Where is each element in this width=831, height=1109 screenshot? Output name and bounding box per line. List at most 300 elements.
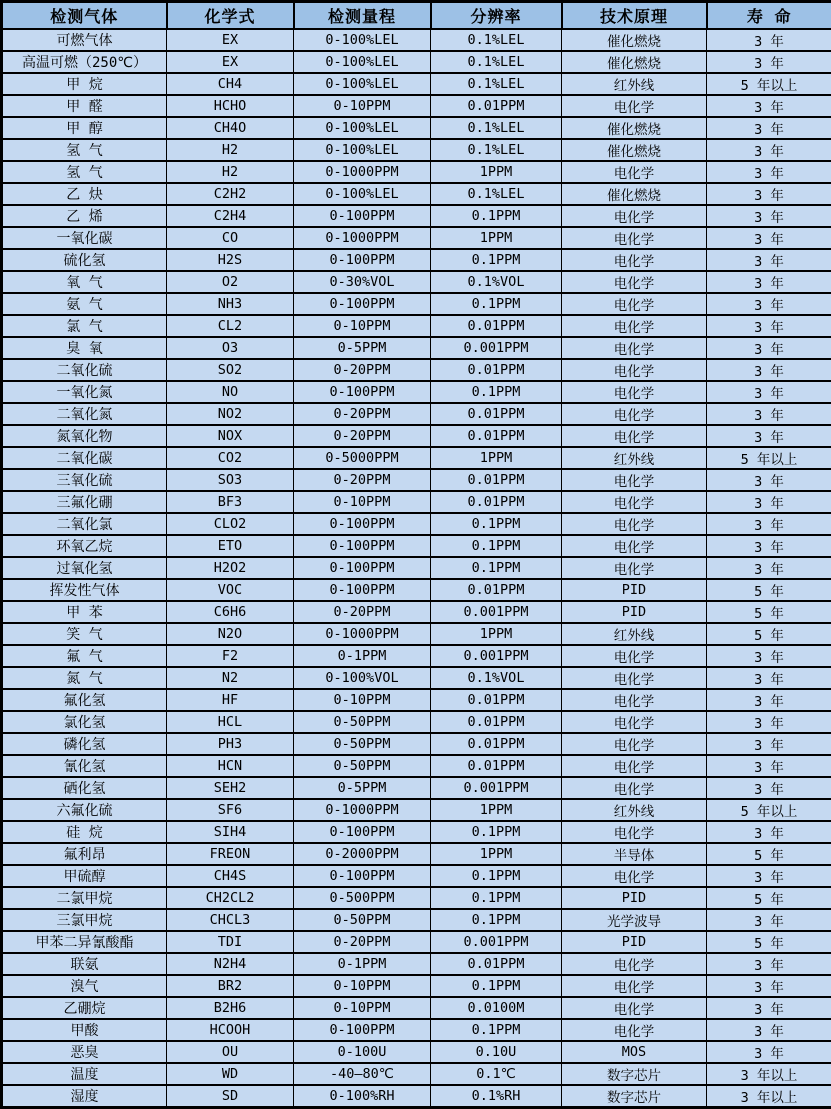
gas-name-cell: 高温可燃（250℃）: [2, 51, 167, 73]
gas-name-cell: 六氟化硫: [2, 799, 167, 821]
lifespan-cell: 5 年: [707, 843, 831, 865]
range-cell: 0-100PPM: [294, 579, 431, 601]
principle-cell: 电化学: [562, 227, 707, 249]
lifespan-cell: 3 年: [707, 909, 831, 931]
principle-cell: 电化学: [562, 755, 707, 777]
gas-name-cell: 二氧化碳: [2, 447, 167, 469]
gas-name-cell: 二氧化硫: [2, 359, 167, 381]
resolution-cell: 0.1PPM: [431, 887, 562, 909]
formula-cell: CH4S: [167, 865, 294, 887]
principle-cell: PID: [562, 579, 707, 601]
lifespan-cell: 3 年: [707, 953, 831, 975]
range-cell: 0-20PPM: [294, 425, 431, 447]
header-lifespan-cell: 寿 命: [707, 2, 831, 30]
formula-cell: O2: [167, 271, 294, 293]
formula-cell: SF6: [167, 799, 294, 821]
table-row: [2, 359, 831, 381]
table-row: [2, 227, 831, 249]
lifespan-cell: 3 年: [707, 777, 831, 799]
range-cell: 0-100%LEL: [294, 29, 431, 51]
range-cell: -40—80℃: [294, 1063, 431, 1085]
table-row: [2, 843, 831, 865]
resolution-cell: 0.001PPM: [431, 645, 562, 667]
table-body: [2, 29, 831, 1108]
lifespan-cell: 3 年: [707, 337, 831, 359]
principle-cell: 电化学: [562, 337, 707, 359]
gas-name-cell: 氟利昂: [2, 843, 167, 865]
range-cell: 0-10PPM: [294, 689, 431, 711]
gas-name-cell: 一氧化氮: [2, 381, 167, 403]
resolution-cell: 0.1PPM: [431, 1019, 562, 1041]
formula-cell: NO: [167, 381, 294, 403]
resolution-cell: 1PPM: [431, 799, 562, 821]
range-cell: 0-100PPM: [294, 205, 431, 227]
principle-cell: 电化学: [562, 777, 707, 799]
table-row: [2, 997, 831, 1019]
formula-cell: CLO2: [167, 513, 294, 535]
lifespan-cell: 3 年: [707, 29, 831, 51]
range-cell: 0-5000PPM: [294, 447, 431, 469]
gas-name-cell: 三氯甲烷: [2, 909, 167, 931]
resolution-cell: 0.1%RH: [431, 1085, 562, 1108]
formula-cell: WD: [167, 1063, 294, 1085]
header-gas-name-cell: 检测气体: [2, 2, 167, 30]
lifespan-cell: 3 年: [707, 667, 831, 689]
resolution-cell: 0.1%VOL: [431, 667, 562, 689]
principle-cell: 红外线: [562, 799, 707, 821]
formula-cell: NO2: [167, 403, 294, 425]
range-cell: 0-1PPM: [294, 645, 431, 667]
principle-cell: 电化学: [562, 953, 707, 975]
table-row: [2, 865, 831, 887]
formula-cell: C6H6: [167, 601, 294, 623]
formula-cell: H2: [167, 161, 294, 183]
gas-name-cell: 乙硼烷: [2, 997, 167, 1019]
resolution-cell: 0.01PPM: [431, 711, 562, 733]
formula-cell: B2H6: [167, 997, 294, 1019]
gas-name-cell: 湿度: [2, 1085, 167, 1108]
formula-cell: ETO: [167, 535, 294, 557]
principle-cell: PID: [562, 887, 707, 909]
resolution-cell: 0.001PPM: [431, 601, 562, 623]
header-resolution-cell: 分辨率: [431, 2, 562, 30]
resolution-cell: 0.1PPM: [431, 381, 562, 403]
gas-name-cell: 氰化氢: [2, 755, 167, 777]
gas-name-cell: 乙 炔: [2, 183, 167, 205]
lifespan-cell: 3 年: [707, 645, 831, 667]
principle-cell: 红外线: [562, 73, 707, 95]
principle-cell: 电化学: [562, 535, 707, 557]
lifespan-cell: 5 年: [707, 579, 831, 601]
gas-name-cell: 恶臭: [2, 1041, 167, 1063]
table-row: [2, 557, 831, 579]
gas-name-cell: 氟 气: [2, 645, 167, 667]
resolution-cell: 0.01PPM: [431, 425, 562, 447]
principle-cell: 电化学: [562, 491, 707, 513]
lifespan-cell: 5 年: [707, 601, 831, 623]
principle-cell: 电化学: [562, 975, 707, 997]
principle-cell: 电化学: [562, 271, 707, 293]
lifespan-cell: 3 年: [707, 161, 831, 183]
principle-cell: 电化学: [562, 161, 707, 183]
gas-name-cell: 甲 烷: [2, 73, 167, 95]
lifespan-cell: 3 年: [707, 117, 831, 139]
principle-cell: 电化学: [562, 711, 707, 733]
lifespan-cell: 5 年以上: [707, 799, 831, 821]
principle-cell: 电化学: [562, 469, 707, 491]
resolution-cell: 0.1PPM: [431, 249, 562, 271]
table-row: [2, 161, 831, 183]
table-row: [2, 183, 831, 205]
table-row: [2, 293, 831, 315]
lifespan-cell: 3 年: [707, 425, 831, 447]
lifespan-cell: 3 年: [707, 1041, 831, 1063]
range-cell: 0-100%RH: [294, 1085, 431, 1108]
formula-cell: CH2CL2: [167, 887, 294, 909]
range-cell: 0-10PPM: [294, 315, 431, 337]
gas-name-cell: 乙 烯: [2, 205, 167, 227]
table-row: [2, 535, 831, 557]
formula-cell: CL2: [167, 315, 294, 337]
range-cell: 0-1000PPM: [294, 799, 431, 821]
lifespan-cell: 5 年以上: [707, 73, 831, 95]
principle-cell: 催化燃烧: [562, 183, 707, 205]
resolution-cell: 0.1%LEL: [431, 117, 562, 139]
formula-cell: CO: [167, 227, 294, 249]
formula-cell: H2S: [167, 249, 294, 271]
formula-cell: HF: [167, 689, 294, 711]
table-row: [2, 645, 831, 667]
range-cell: 0-100PPM: [294, 557, 431, 579]
table-row: [2, 931, 831, 953]
lifespan-cell: 3 年: [707, 403, 831, 425]
gas-name-cell: 氮 气: [2, 667, 167, 689]
formula-cell: SD: [167, 1085, 294, 1108]
gas-name-cell: 可燃气体: [2, 29, 167, 51]
gas-name-cell: 过氧化氢: [2, 557, 167, 579]
lifespan-cell: 3 年以上: [707, 1063, 831, 1085]
table-row: [2, 271, 831, 293]
table-row: [2, 205, 831, 227]
header-formula-cell: 化学式: [167, 2, 294, 30]
gas-name-cell: 硅 烷: [2, 821, 167, 843]
lifespan-cell: 3 年: [707, 249, 831, 271]
range-cell: 0-100%VOL: [294, 667, 431, 689]
principle-cell: 电化学: [562, 249, 707, 271]
formula-cell: TDI: [167, 931, 294, 953]
lifespan-cell: 3 年: [707, 711, 831, 733]
range-cell: 0-100%LEL: [294, 73, 431, 95]
resolution-cell: 1PPM: [431, 623, 562, 645]
principle-cell: 电化学: [562, 1019, 707, 1041]
principle-cell: 催化燃烧: [562, 29, 707, 51]
formula-cell: BF3: [167, 491, 294, 513]
resolution-cell: 0.01PPM: [431, 403, 562, 425]
principle-cell: 电化学: [562, 425, 707, 447]
principle-cell: 电化学: [562, 315, 707, 337]
lifespan-cell: 3 年: [707, 139, 831, 161]
resolution-cell: 1PPM: [431, 161, 562, 183]
principle-cell: 电化学: [562, 667, 707, 689]
gas-name-cell: 二氧化氯: [2, 513, 167, 535]
table-row: [2, 799, 831, 821]
formula-cell: OU: [167, 1041, 294, 1063]
table-row: [2, 1085, 831, 1108]
gas-name-cell: 挥发性气体: [2, 579, 167, 601]
range-cell: 0-5PPM: [294, 777, 431, 799]
formula-cell: SO2: [167, 359, 294, 381]
principle-cell: 红外线: [562, 447, 707, 469]
gas-name-cell: 氧 气: [2, 271, 167, 293]
range-cell: 0-100%LEL: [294, 51, 431, 73]
principle-cell: 电化学: [562, 381, 707, 403]
principle-cell: 催化燃烧: [562, 51, 707, 73]
table-row: [2, 337, 831, 359]
formula-cell: SEH2: [167, 777, 294, 799]
table-row: [2, 623, 831, 645]
gas-name-cell: 硒化氢: [2, 777, 167, 799]
resolution-cell: 0.1PPM: [431, 909, 562, 931]
gas-name-cell: 甲 醛: [2, 95, 167, 117]
range-cell: 0-1000PPM: [294, 161, 431, 183]
lifespan-cell: 3 年: [707, 535, 831, 557]
principle-cell: 电化学: [562, 557, 707, 579]
lifespan-cell: 3 年: [707, 975, 831, 997]
lifespan-cell: 3 年: [707, 865, 831, 887]
gas-name-cell: 二氧化氮: [2, 403, 167, 425]
resolution-cell: 0.10U: [431, 1041, 562, 1063]
range-cell: 0-1000PPM: [294, 623, 431, 645]
formula-cell: NOX: [167, 425, 294, 447]
resolution-cell: 0.1%LEL: [431, 139, 562, 161]
lifespan-cell: 3 年: [707, 205, 831, 227]
table-row: [2, 689, 831, 711]
range-cell: 0-50PPM: [294, 733, 431, 755]
gas-name-cell: 溴气: [2, 975, 167, 997]
gas-name-cell: 磷化氢: [2, 733, 167, 755]
lifespan-cell: 3 年以上: [707, 1085, 831, 1108]
range-cell: 0-100PPM: [294, 249, 431, 271]
resolution-cell: 0.001PPM: [431, 337, 562, 359]
gas-name-cell: 一氧化碳: [2, 227, 167, 249]
gas-name-cell: 甲苯二异氰酸酯: [2, 931, 167, 953]
range-cell: 0-20PPM: [294, 359, 431, 381]
principle-cell: 电化学: [562, 403, 707, 425]
resolution-cell: 0.1PPM: [431, 535, 562, 557]
range-cell: 0-100%LEL: [294, 139, 431, 161]
lifespan-cell: 3 年: [707, 271, 831, 293]
lifespan-cell: 3 年: [707, 51, 831, 73]
principle-cell: 电化学: [562, 733, 707, 755]
lifespan-cell: 3 年: [707, 513, 831, 535]
resolution-cell: 0.1%LEL: [431, 51, 562, 73]
lifespan-cell: 3 年: [707, 491, 831, 513]
table-row: [2, 887, 831, 909]
principle-cell: 电化学: [562, 645, 707, 667]
range-cell: 0-100%LEL: [294, 117, 431, 139]
gas-name-cell: 温度: [2, 1063, 167, 1085]
formula-cell: HCHO: [167, 95, 294, 117]
range-cell: 0-30%VOL: [294, 271, 431, 293]
range-cell: 0-100PPM: [294, 821, 431, 843]
formula-cell: C2H4: [167, 205, 294, 227]
lifespan-cell: 3 年: [707, 1019, 831, 1041]
formula-cell: SIH4: [167, 821, 294, 843]
gas-name-cell: 甲 苯: [2, 601, 167, 623]
principle-cell: MOS: [562, 1041, 707, 1063]
gas-name-cell: 氢 气: [2, 139, 167, 161]
table-row: [2, 601, 831, 623]
table-row: [2, 755, 831, 777]
formula-cell: NH3: [167, 293, 294, 315]
range-cell: 0-500PPM: [294, 887, 431, 909]
lifespan-cell: 3 年: [707, 95, 831, 117]
lifespan-cell: 3 年: [707, 315, 831, 337]
gas-name-cell: 甲 醇: [2, 117, 167, 139]
table-row: [2, 667, 831, 689]
resolution-cell: 0.01PPM: [431, 315, 562, 337]
table-row: [2, 315, 831, 337]
resolution-cell: 0.01PPM: [431, 491, 562, 513]
header-range-cell: 检测量程: [294, 2, 431, 30]
gas-name-cell: 臭 氧: [2, 337, 167, 359]
range-cell: 0-10PPM: [294, 491, 431, 513]
lifespan-cell: 3 年: [707, 227, 831, 249]
formula-cell: N2H4: [167, 953, 294, 975]
resolution-cell: 0.01PPM: [431, 579, 562, 601]
gas-name-cell: 笑 气: [2, 623, 167, 645]
table-row: [2, 139, 831, 161]
resolution-cell: 0.1%LEL: [431, 29, 562, 51]
formula-cell: F2: [167, 645, 294, 667]
gas-name-cell: 甲酸: [2, 1019, 167, 1041]
table-row: [2, 975, 831, 997]
gas-name-cell: 联氨: [2, 953, 167, 975]
gas-name-cell: 氟化氢: [2, 689, 167, 711]
resolution-cell: 0.1PPM: [431, 821, 562, 843]
resolution-cell: 0.1PPM: [431, 205, 562, 227]
principle-cell: 电化学: [562, 95, 707, 117]
formula-cell: FREON: [167, 843, 294, 865]
principle-cell: 催化燃烧: [562, 117, 707, 139]
table-row: [2, 821, 831, 843]
principle-cell: 光学波导: [562, 909, 707, 931]
principle-cell: 电化学: [562, 205, 707, 227]
formula-cell: CO2: [167, 447, 294, 469]
resolution-cell: 0.1PPM: [431, 293, 562, 315]
formula-cell: N2O: [167, 623, 294, 645]
resolution-cell: 0.01PPM: [431, 755, 562, 777]
lifespan-cell: 3 年: [707, 183, 831, 205]
lifespan-cell: 3 年: [707, 755, 831, 777]
table-row: [2, 513, 831, 535]
table-row: [2, 249, 831, 271]
resolution-cell: 0.0100M: [431, 997, 562, 1019]
table-row: [2, 73, 831, 95]
range-cell: 0-20PPM: [294, 931, 431, 953]
principle-cell: PID: [562, 601, 707, 623]
table-row: [2, 29, 831, 51]
gas-name-cell: 氢 气: [2, 161, 167, 183]
principle-cell: 电化学: [562, 821, 707, 843]
gas-name-cell: 甲硫醇: [2, 865, 167, 887]
header-row: [2, 2, 831, 30]
resolution-cell: 0.01PPM: [431, 733, 562, 755]
table-row: [2, 491, 831, 513]
principle-cell: 电化学: [562, 689, 707, 711]
resolution-cell: 0.1PPM: [431, 975, 562, 997]
table-row: [2, 733, 831, 755]
range-cell: 0-1PPM: [294, 953, 431, 975]
range-cell: 0-10PPM: [294, 95, 431, 117]
principle-cell: 电化学: [562, 865, 707, 887]
table-row: [2, 1063, 831, 1085]
formula-cell: BR2: [167, 975, 294, 997]
range-cell: 0-100PPM: [294, 1019, 431, 1041]
formula-cell: O3: [167, 337, 294, 359]
formula-cell: N2: [167, 667, 294, 689]
range-cell: 0-100%LEL: [294, 183, 431, 205]
formula-cell: HCL: [167, 711, 294, 733]
table-row: [2, 447, 831, 469]
table-row: [2, 117, 831, 139]
range-cell: 0-100PPM: [294, 535, 431, 557]
range-cell: 0-10PPM: [294, 975, 431, 997]
resolution-cell: 0.001PPM: [431, 777, 562, 799]
formula-cell: H2: [167, 139, 294, 161]
resolution-cell: 0.01PPM: [431, 95, 562, 117]
range-cell: 0-50PPM: [294, 711, 431, 733]
lifespan-cell: 3 年: [707, 689, 831, 711]
formula-cell: PH3: [167, 733, 294, 755]
range-cell: 0-50PPM: [294, 755, 431, 777]
range-cell: 0-100PPM: [294, 381, 431, 403]
resolution-cell: 0.1%LEL: [431, 183, 562, 205]
gas-name-cell: 氮氧化物: [2, 425, 167, 447]
resolution-cell: 1PPM: [431, 843, 562, 865]
formula-cell: C2H2: [167, 183, 294, 205]
principle-cell: 数字芯片: [562, 1063, 707, 1085]
resolution-cell: 0.1PPM: [431, 513, 562, 535]
resolution-cell: 0.1PPM: [431, 865, 562, 887]
resolution-cell: 0.1%VOL: [431, 271, 562, 293]
lifespan-cell: 3 年: [707, 293, 831, 315]
range-cell: 0-20PPM: [294, 469, 431, 491]
range-cell: 0-20PPM: [294, 601, 431, 623]
range-cell: 0-50PPM: [294, 909, 431, 931]
lifespan-cell: 5 年以上: [707, 447, 831, 469]
range-cell: 0-1000PPM: [294, 227, 431, 249]
lifespan-cell: 3 年: [707, 997, 831, 1019]
range-cell: 0-20PPM: [294, 403, 431, 425]
table-row: [2, 381, 831, 403]
principle-cell: 数字芯片: [562, 1085, 707, 1108]
gas-name-cell: 氨 气: [2, 293, 167, 315]
formula-cell: HCN: [167, 755, 294, 777]
principle-cell: PID: [562, 931, 707, 953]
gas-name-cell: 硫化氢: [2, 249, 167, 271]
resolution-cell: 0.01PPM: [431, 689, 562, 711]
range-cell: 0-10PPM: [294, 997, 431, 1019]
principle-cell: 红外线: [562, 623, 707, 645]
header-principle-cell: 技术原理: [562, 2, 707, 30]
gas-name-cell: 氯化氢: [2, 711, 167, 733]
lifespan-cell: 5 年: [707, 623, 831, 645]
formula-cell: EX: [167, 51, 294, 73]
principle-cell: 电化学: [562, 359, 707, 381]
formula-cell: CHCL3: [167, 909, 294, 931]
range-cell: 0-2000PPM: [294, 843, 431, 865]
